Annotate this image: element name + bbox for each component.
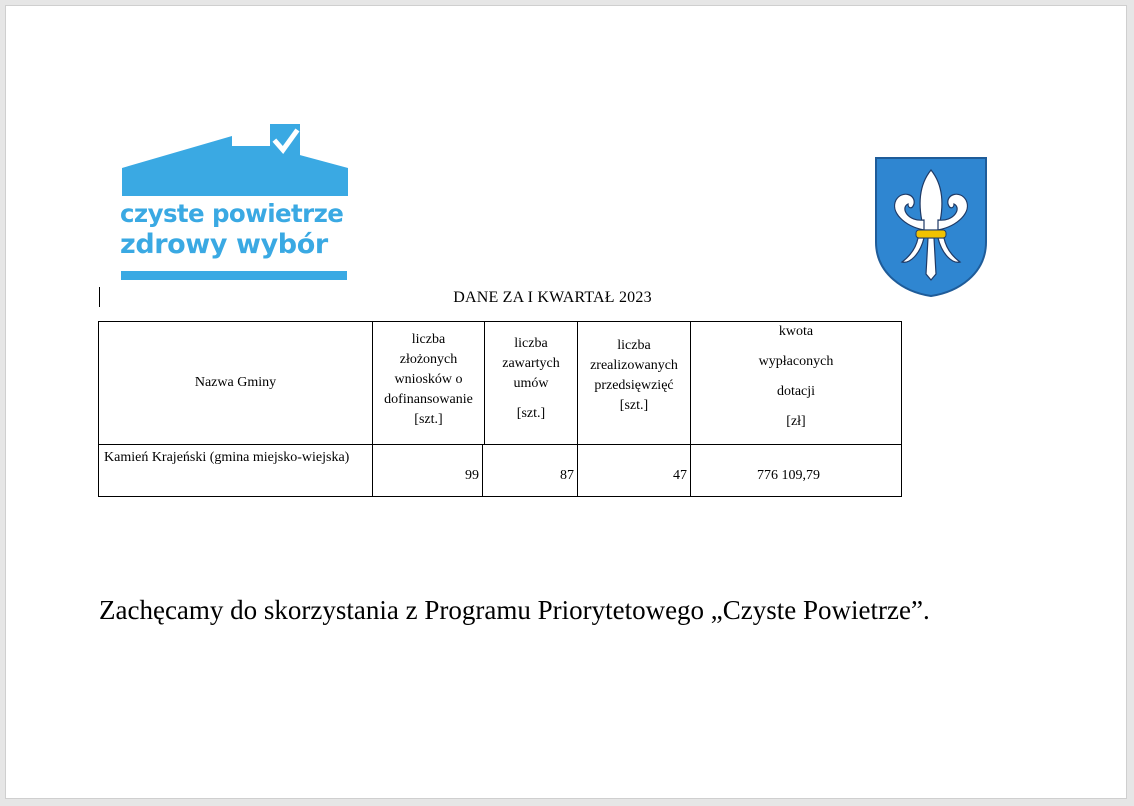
fleur-de-lis-crest-icon (874, 156, 990, 298)
row-amount: 776 109,79 (757, 468, 820, 483)
header-contracts: liczba zawartych umów [szt.] (502, 336, 560, 421)
statistics-table (98, 321, 902, 497)
row-applications: 99 (465, 468, 479, 483)
table-heading: DANE ZA I KWARTAŁ 2023 (453, 289, 652, 306)
logo-underline-bar (121, 271, 347, 280)
header-applications: liczba złożonych wniosków o dofinansowanie [szt.] (384, 332, 473, 427)
header-name: Nazwa Gminy (194, 375, 277, 390)
row-projects: 47 (673, 468, 687, 483)
row-gmina-name: Kamień Krajeński (gmina miejsko-wiejska) (104, 450, 350, 465)
header-amount: kwota wypłaconych dotacji [zł] (758, 324, 834, 429)
logo-line-1: czyste powietrze (120, 199, 344, 228)
header-projects: liczba zrealizowanych przedsięwzięć [szt.] (590, 338, 678, 413)
footer-invitation-text: Zachęcamy do skorzystania z Programu Priorytetowego „Czyste Powietrze”. (99, 595, 930, 625)
document-page (6, 6, 1126, 798)
czyste-powietrze-logo (120, 124, 350, 284)
row-contracts: 87 (560, 468, 574, 483)
logo-line-2: zdrowy wybór (120, 229, 328, 260)
house-roof-icon (120, 124, 352, 204)
